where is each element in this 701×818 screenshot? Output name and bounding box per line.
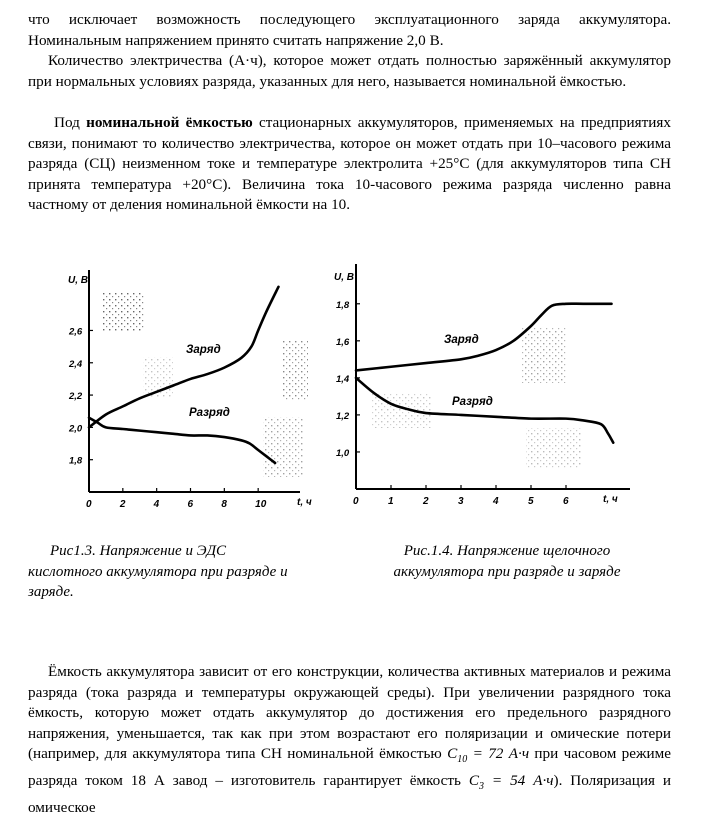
series-line-razryad (89, 418, 275, 463)
halftone-noise (521, 328, 566, 383)
formula-c10-subscript: 10 (457, 754, 468, 766)
ticks (68, 326, 267, 510)
y-tick-label: 1,4 (336, 373, 350, 385)
y-tick-label: 1,0 (336, 447, 350, 459)
y-tick-label: 1,8 (336, 299, 350, 311)
formula-c10-symbol: C (447, 745, 458, 763)
series-label-razryad: Разряд (189, 407, 230, 419)
x-tick-label: 1 (388, 496, 394, 507)
paragraph-3 (28, 113, 671, 216)
y-axis-label: U, B (68, 275, 88, 286)
formula-c3 (468, 772, 554, 793)
series-label-zaryad: Заряд (444, 334, 479, 346)
halftone-noise (526, 428, 581, 468)
paragraph-4-text-c: ). Поляризация и омическое (28, 772, 671, 816)
x-axis-label: t, ч (603, 494, 618, 505)
paragraph-4-text-a: Ёмкость аккумулятора зависит от его конструкции, количества активных материалов и режима разряда (тока разряда и температуры окружающей среды). При увеличении разрядного тока ёмкость, которую может отдать аккумулятор до достижения его предельного разрядного напряжения, уменьшается, так как при этом возрастают его поляризации и омические потери (например, для аккумулятора типа СН номинальной ёмкостью (28, 663, 671, 763)
paragraph-3-rest: стационарных аккумуляторов, применяемых на предприятиях связи, понимают то количество электричества, которое он может отдать при 10–часового режима разряда (СЦ) неизменном токе и температуре электролита +25°С (для аккумуляторов типа СН принята температура +20°С). Величина тока 10-часового режима разряда численно равна частному от деления номинальной ёмкости на 10. (28, 114, 671, 214)
y-tick-label: 2,4 (69, 358, 83, 370)
x-tick-label: 4 (493, 496, 499, 507)
axes (356, 264, 630, 489)
x-tick-label: 0 (86, 499, 92, 510)
x-tick-label: 0 (353, 496, 359, 507)
halftone-noise (283, 340, 308, 400)
figure-1-4-caption (362, 541, 652, 582)
y-tick-label: 2,6 (69, 326, 83, 338)
x-tick-label: 8 (221, 499, 227, 510)
x-tick-label: 4 (153, 499, 160, 510)
paragraph-4-text-b: при часовом режиме разряда током 18 А завод – изготовитель гарантирует ёмкость (28, 745, 671, 789)
y-axis-label: U, B (334, 272, 354, 283)
y-tick-label: 1,2 (336, 410, 350, 422)
figure-1-3-caption (28, 541, 288, 603)
x-tick-label: 2 (119, 499, 126, 510)
formula-c10 (447, 745, 530, 766)
x-tick-label: 3 (458, 496, 464, 507)
figure-1-4-chart (326, 258, 636, 524)
halftone-noise (263, 417, 303, 477)
paragraph-1-text: что исключает возможность последующего эксплуатационного заряда аккумулятора. Номинальным напряжением принято считать напряжение 2,0 В. (28, 11, 671, 49)
figure-1-3-caption-text: Рис1.3. Напряжение и ЭДС кислотного аккумулятора при разряде и заряде. (28, 543, 288, 600)
figure-1-3-chart (48, 262, 330, 524)
y-tick-label: 1,8 (69, 455, 83, 467)
paragraph-2-text: Количество электричества (А·ч), которое может отдать полностью заряжённый аккумулятор при нормальных условиях разряда, указанных для него, называется номинальной ёмкостью. (28, 52, 671, 90)
paragraph-4 (28, 662, 671, 818)
halftone-noise (103, 292, 145, 332)
series-line-zaryad (356, 304, 612, 371)
x-tick-label: 10 (255, 499, 267, 510)
figure-1-4-caption-text: Рис.1.4. Напряжение щелочного аккумулятора при разряде и заряде (393, 543, 621, 580)
paragraph-2 (28, 51, 671, 92)
paragraph-3-bold-term: номинальной ёмкостью (86, 114, 253, 131)
formula-c3-subscript: 3 (479, 781, 484, 793)
series-label-zaryad: Заряд (186, 344, 221, 356)
formula-c3-value: = 54 А·ч (484, 772, 554, 789)
x-tick-label: 6 (187, 499, 194, 510)
formula-c3-symbol: C (468, 772, 479, 789)
x-tick-label: 5 (528, 496, 534, 507)
y-tick-label: 2,2 (69, 391, 83, 403)
x-axis-label: t, ч (297, 497, 312, 508)
series-label-razryad: Разряд (452, 396, 493, 408)
paragraph-3-start: Под (54, 114, 87, 131)
x-tick-label: 6 (563, 496, 569, 507)
y-tick-label: 2,0 (69, 423, 83, 435)
y-tick-label: 1,6 (336, 336, 350, 348)
x-tick-label: 2 (423, 496, 429, 507)
formula-c10-value: = 72 А·ч (467, 745, 530, 763)
paragraph-1 (28, 10, 671, 51)
